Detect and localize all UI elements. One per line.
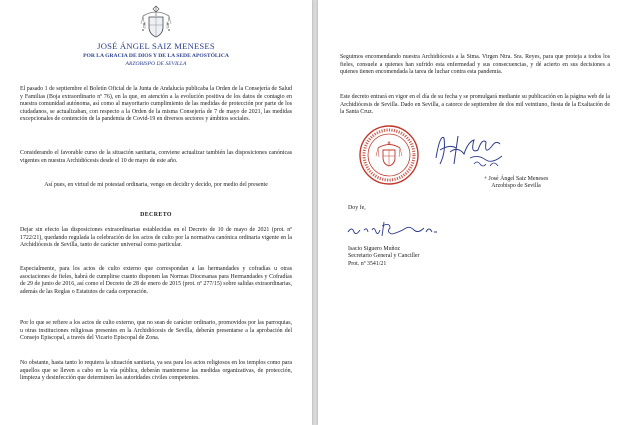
- archbishop-role: ARZOBISPO DE SEVILLA: [125, 61, 187, 67]
- archbishop-coat-of-arms-icon: [139, 4, 173, 42]
- paragraph-decide: Así pues, en virtud de mi potestad ordinaria, vengo en decidir y decido, por medio del presente: [44, 182, 268, 188]
- archbishop-signature-title: Arzobispo de Sevilla: [491, 183, 541, 190]
- archbishop-signature-name: + José Ángel Saiz Meneses: [483, 176, 549, 182]
- paragraph-decree-article-4: No obstante, hasta tanto lo requiera la situación sanitaria, ya sea para los actos religiosos en los templos como para aquellos que se lleven a cabo en la vía pública, deberán mantenerse las medidas organizativas, de protección, limpieza y desinfección que determinen las autoridades civiles competentes.: [20, 360, 292, 382]
- paragraph-decree-article-3: Por lo que se refiere a los actos de culto externo, que no sean de carácter ordinario, promovidos por las parroquias, u otras instituciones religiosas presentes en la Archidiócesis de Sevilla, deberán presentarse a la aprobación del Consejo Episcopal, a través del Vicario Episcopal de Zona.: [20, 320, 292, 342]
- archbishop-signature-block: [456, 176, 576, 191]
- paragraph-considering: Considerando el favorable curso de la situación sanitaria, conviene actualizar también las disposiciones canónicas vigentes en nuestra Archidiócesis desde el 10 de mayo de este año.: [20, 150, 292, 164]
- paragraph-decree-article-1: Dejar sin efecto las disposiciones extraordinarias establecidas en el Decreto de 10 de mayo de 2021 (prot. nº 1722/21), quedando regulada la celebración de los actos de culto por la normativa canónica ordinaria vigente en la Archidiócesis de Sevilla, tanto de carácter universal como particular.: [20, 227, 292, 249]
- paragraph-encomienda: Seguimos encomendando nuestra Archidiócesis a la Stma. Virgen Ntra. Sra. Reyes, para que proteja a todos los fieles, consuele a quienes han sufrido esta enfermedad y sus consecuencias, y dé acierto en sus decisiones a quienes tienen encomendada la tarea de luchar contra esta pandemia.: [340, 54, 610, 76]
- paragraph-entrada-en-vigor: Este decreto entrará en vigor en el día de su fecha y se promulgará mediante su publicación en la página web de la Archidiócesis de Sevilla. Dado en Sevilla, a catorce de septiembre de dos mil veintiuno, fiesta de la Exaltación de la Santa Cruz.: [340, 94, 610, 116]
- archbishop-name-heading: JOSÉ ÁNGEL SAIZ MENESES: [97, 41, 215, 51]
- doy-fe-text: Doy fe,: [348, 205, 366, 211]
- chancellor-title: Secretario General y Canciller: [348, 253, 420, 260]
- chancellor-name: Isacio Siguero Muñoz: [348, 246, 401, 252]
- decree-page-2: [318, 0, 630, 425]
- decree-page-1: [0, 0, 312, 425]
- chancellor-block: [348, 246, 419, 268]
- archbishop-title-subtitle: POR LA GRACIA DE DIOS Y DE LA SEDE APOSTÓLICA: [83, 53, 229, 59]
- chancellor-signature-icon: [344, 218, 444, 240]
- archdiocese-seal-icon: [358, 124, 420, 186]
- decree-heading: DECRETO: [140, 212, 172, 218]
- archbishop-signature-icon: [430, 128, 510, 170]
- paragraph-decree-article-2: Especialmente, para los actos de culto externo que correspondan a las hermandades y cofradías u otras asociaciones de fieles, habrá de cumplirse cuanto disponen las Normas Diocesanas para Hermandades y Cofradías de 29 de junio de 2016, así como el Decreto de 28 de enero de 2015 (prot. nº 277/15) sobre salidas extraordinarias, además de las Reglas o Estatutos de cada corporación.: [20, 266, 292, 295]
- protocol-number: Prot. nº 3541/21: [348, 260, 387, 267]
- paragraph-boja-order: El pasado 1 de septiembre el Boletín Oficial de la Junta de Andalucía publicaba la Orden de la Consejería de Salud y Familias (Boja extraordinario nº 76), en la que, en atención a la evolución positiva de los datos de contagio en nuestra comunidad autónoma, así como al mayoritario cumplimiento de las medidas de protección por parte de los ciudadanos, se actualizaban, con respecto a la Orden de la misma Consejería de 7 de mayo de 2021, las medidas excepcionales de contención de la pandemia de Covid-19 en diversos sectores y ámbitos sociales.: [20, 86, 292, 123]
